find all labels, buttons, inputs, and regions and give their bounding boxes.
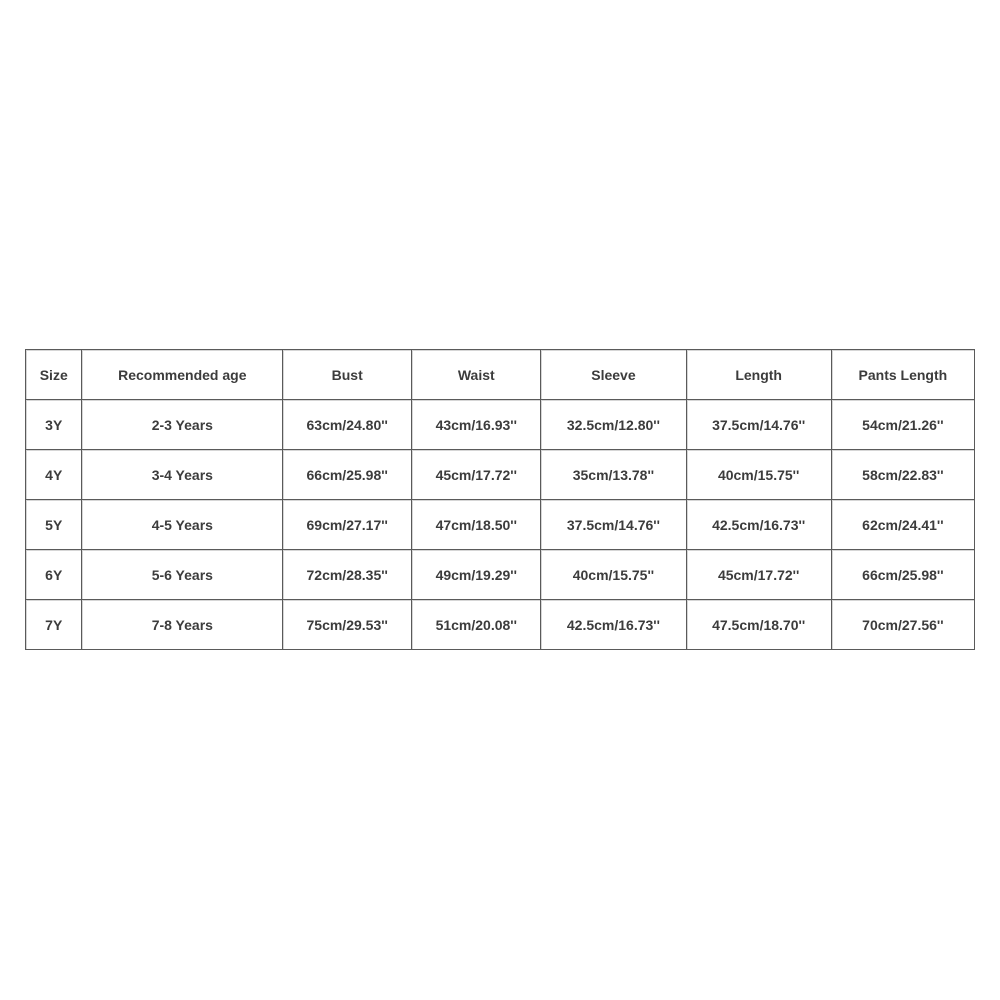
- size-chart-table: [25, 349, 975, 650]
- cell-bust: 63cm/24.80'': [283, 400, 412, 450]
- cell-recommended-age: 4-5 Years: [82, 500, 283, 550]
- cell-sleeve: 40cm/15.75'': [541, 550, 686, 600]
- cell-waist: 43cm/16.93'': [412, 400, 541, 450]
- table-row: [26, 600, 975, 650]
- header-sleeve: Sleeve: [541, 350, 686, 400]
- cell-waist: 49cm/19.29'': [412, 550, 541, 600]
- cell-size: 3Y: [26, 400, 82, 450]
- header-recommended-age: Recommended age: [82, 350, 283, 400]
- cell-sleeve: 32.5cm/12.80'': [541, 400, 686, 450]
- cell-pants-length: 70cm/27.56'': [832, 600, 975, 650]
- cell-size: 6Y: [26, 550, 82, 600]
- cell-sleeve: 35cm/13.78'': [541, 450, 686, 500]
- cell-waist: 45cm/17.72'': [412, 450, 541, 500]
- cell-pants-length: 54cm/21.26'': [832, 400, 975, 450]
- cell-bust: 72cm/28.35'': [283, 550, 412, 600]
- cell-waist: 47cm/18.50'': [412, 500, 541, 550]
- cell-recommended-age: 3-4 Years: [82, 450, 283, 500]
- cell-length: 42.5cm/16.73'': [687, 500, 832, 550]
- cell-length: 45cm/17.72'': [687, 550, 832, 600]
- cell-size: 7Y: [26, 600, 82, 650]
- cell-sleeve: 42.5cm/16.73'': [541, 600, 686, 650]
- cell-length: 47.5cm/18.70'': [687, 600, 832, 650]
- header-waist: Waist: [412, 350, 541, 400]
- cell-pants-length: 62cm/24.41'': [832, 500, 975, 550]
- table-row: [26, 450, 975, 500]
- cell-pants-length: 66cm/25.98'': [832, 550, 975, 600]
- cell-size: 4Y: [26, 450, 82, 500]
- table-header-row: [26, 350, 975, 400]
- cell-recommended-age: 5-6 Years: [82, 550, 283, 600]
- header-bust: Bust: [283, 350, 412, 400]
- cell-bust: 69cm/27.17'': [283, 500, 412, 550]
- header-size: Size: [26, 350, 82, 400]
- table-row: [26, 400, 975, 450]
- cell-pants-length: 58cm/22.83'': [832, 450, 975, 500]
- table-row: [26, 500, 975, 550]
- cell-size: 5Y: [26, 500, 82, 550]
- header-pants-length: Pants Length: [832, 350, 975, 400]
- cell-waist: 51cm/20.08'': [412, 600, 541, 650]
- cell-bust: 75cm/29.53'': [283, 600, 412, 650]
- cell-length: 40cm/15.75'': [687, 450, 832, 500]
- cell-recommended-age: 7-8 Years: [82, 600, 283, 650]
- cell-recommended-age: 2-3 Years: [82, 400, 283, 450]
- cell-sleeve: 37.5cm/14.76'': [541, 500, 686, 550]
- header-length: Length: [687, 350, 832, 400]
- cell-length: 37.5cm/14.76'': [687, 400, 832, 450]
- cell-bust: 66cm/25.98'': [283, 450, 412, 500]
- table-row: [26, 550, 975, 600]
